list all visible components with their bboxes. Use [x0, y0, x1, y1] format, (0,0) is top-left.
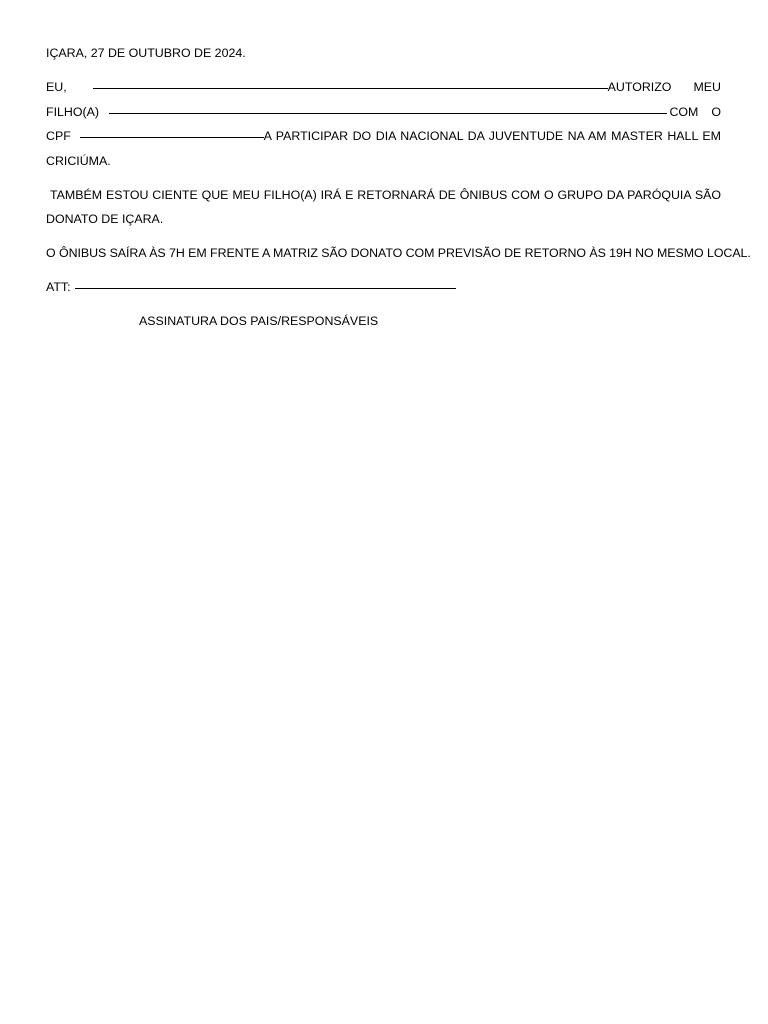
date-line: IÇARA, 27 DE OUTUBRO DE 2024. [46, 46, 246, 60]
schedule-paragraph: O ÔNIBUS SAÍRA ÀS 7H EM FRENTE A MATRIZ SÃO DONATO COM PREVISÃO DE RETORNO ÀS 19H NO MESMO LOCAL. [46, 246, 751, 260]
cpf-blank[interactable] [80, 137, 263, 138]
authorization-paragraph [46, 75, 721, 173]
autorizo-label: AUTORIZO [607, 80, 672, 94]
eu-label: EU, [46, 80, 67, 94]
city-text: CRICIÚMA. [46, 153, 111, 168]
o-label: O [711, 104, 721, 119]
att-line [46, 275, 721, 300]
participar-text: A PARTICIPAR DO DIA NACIONAL DA JUVENTUDE NA AM MASTER HALL EM [263, 129, 721, 143]
bus-awareness-paragraph [46, 183, 721, 232]
document-page [46, 41, 751, 334]
signature-label: ASSINATURA DOS PAIS/RESPONSÁVEIS [139, 314, 379, 328]
authorization-line-1 [46, 75, 721, 100]
com-label: COM [669, 104, 699, 119]
bus-awareness-text: TAMBÉM ESTOU CIENTE QUE MEU FILHO(A) IRÁ E RETORNARÁ DE ÔNIBUS COM O GRUPO DA PARÓQUIA SÃO DONATO DE IÇARA. [46, 187, 721, 226]
signature-blank[interactable] [75, 288, 456, 289]
att-label: ATT: [46, 280, 71, 294]
parent-name-blank[interactable] [93, 88, 608, 89]
authorization-line-3 [46, 124, 721, 149]
filho-label: FILHO(A) [46, 104, 100, 119]
authorization-line-4 [46, 149, 721, 174]
authorization-line-2 [46, 100, 721, 125]
cpf-label: CPF [46, 129, 71, 143]
child-name-blank[interactable] [109, 113, 667, 114]
meu-label: MEU [693, 80, 721, 94]
